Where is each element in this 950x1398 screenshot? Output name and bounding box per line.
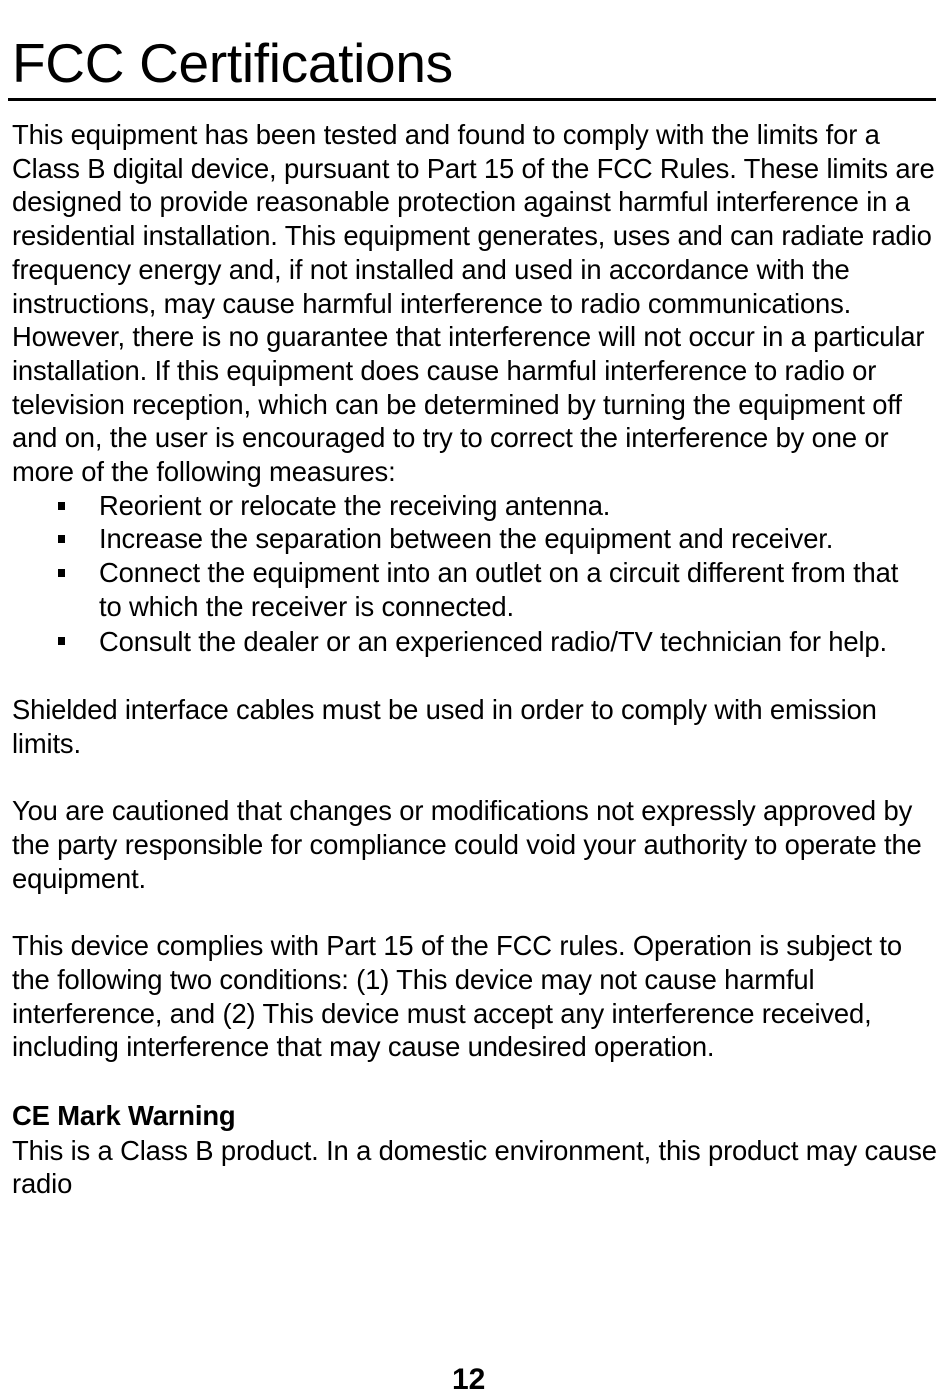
ce-mark-text: This is a Class B product. In a domestic environment, this product may cause radio bbox=[12, 1134, 937, 1200]
list-item bbox=[12, 522, 942, 556]
list-item-text: Consult the dealer or an experienced radio/TV technician for help. bbox=[99, 625, 887, 657]
measures-list bbox=[12, 489, 942, 660]
paragraph-spacer bbox=[12, 761, 942, 795]
page-number: 12 bbox=[452, 1363, 486, 1396]
list-item bbox=[12, 489, 942, 523]
square-bullet-icon bbox=[58, 569, 65, 577]
paragraph-spacer bbox=[12, 895, 942, 929]
list-item-text: Connect the equipment into an outlet on a circuit different from that to which the receiver is connected. bbox=[99, 557, 899, 622]
square-bullet-icon bbox=[58, 502, 65, 510]
ce-mark-heading: CE Mark Warning bbox=[12, 1099, 236, 1131]
part15-conditions-paragraph: This device complies with Part 15 of the FCC rules. Operation is subject to the following two conditions: (1) This device may not cause harmful interference, and (2) This device must accept any interference received, including interference that may cause undesired operation. bbox=[12, 930, 902, 1063]
title-divider bbox=[8, 98, 936, 101]
shielded-cables-paragraph: Shielded interface cables must be used in order to comply with emission limits. bbox=[12, 694, 877, 759]
list-item-text: Reorient or relocate the receiving antenna. bbox=[99, 489, 611, 521]
square-bullet-icon bbox=[58, 535, 65, 543]
list-item bbox=[12, 556, 942, 623]
fcc-compliance-paragraph: This equipment has been tested and found to comply with the limits for a Class B digital device, pursuant to Part 15 of the FCC Rules. These limits are designed to provide reasonable protection against harmful interference in a residential installation. This equipment generates, uses and can radiate radio frequency energy and, if not installed and used in accordance with the instructions, may cause harmful interference to radio communications. However, there is no guarantee that interference will not occur in a particular installation. If this equipment does cause harmful interference to radio or television reception, which can be determined by turning the equipment off and on, the user is encouraged to try to correct the interference by one or more of the following measures: bbox=[12, 119, 935, 488]
square-bullet-icon bbox=[58, 637, 65, 645]
page-title: FCC Certifications bbox=[12, 32, 453, 94]
paragraph-spacer bbox=[12, 660, 942, 694]
document-body bbox=[12, 118, 942, 1201]
list-item-text: Increase the separation between the equipment and receiver. bbox=[99, 523, 834, 555]
list-item bbox=[12, 624, 942, 660]
modifications-caution-paragraph: You are cautioned that changes or modifications not expressly approved by the party responsible for compliance could void your authority to operate the equipment. bbox=[12, 795, 922, 894]
paragraph-spacer bbox=[12, 1064, 942, 1098]
